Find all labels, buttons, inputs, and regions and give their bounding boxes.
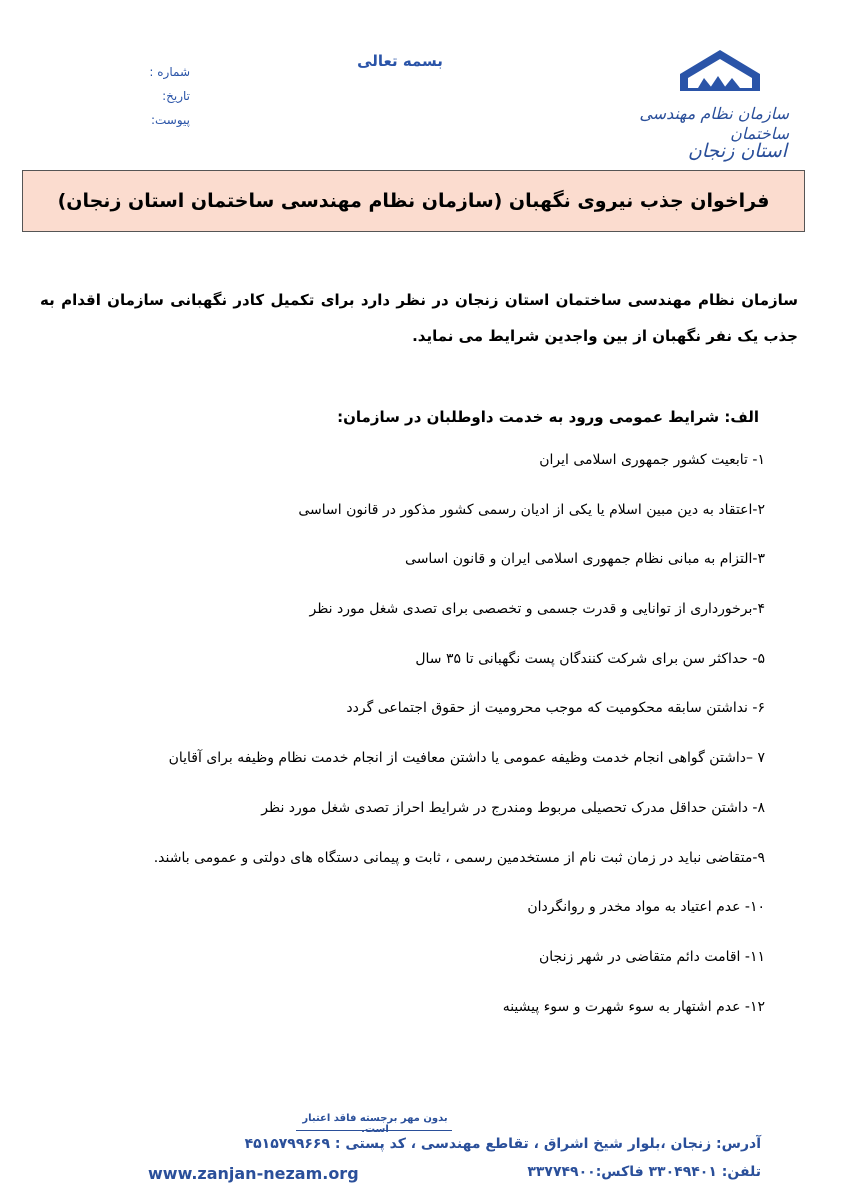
section-heading: الف: شرایط عمومی ورود به خدمت داوطلبان در سازمان: bbox=[337, 408, 759, 426]
announcement-title-box bbox=[22, 170, 805, 232]
footer-website-link[interactable]: www.zanjan-nezam.org bbox=[148, 1164, 359, 1183]
list-item: ۴-برخورداری از توانایی و قدرت جسمی و تخصصی برای تصدی شغل مورد نظر bbox=[309, 601, 765, 618]
letter-meta bbox=[120, 60, 190, 132]
note-underline bbox=[296, 1130, 452, 1131]
list-item: ۷ –داشتن گواهی انجام خدمت وظیفه عمومی یا داشتن معافیت از انجام خدمت نظام وظیفه برای آقایان bbox=[168, 750, 765, 767]
list-item: ۳-التزام به مبانی نظام جمهوری اسلامی ایران و قانون اساسی bbox=[405, 551, 765, 568]
stamp-validity-note: بدون مهر برجسته فاقد اعتبار bbox=[302, 1113, 448, 1124]
building-roof-logo-icon bbox=[640, 44, 800, 104]
list-item: ۱۱- اقامت دائم متقاضی در شهر زنجان bbox=[538, 948, 765, 965]
number-label: شماره : bbox=[149, 65, 190, 79]
conditions-list bbox=[65, 452, 765, 1048]
date-label: تاریخ: bbox=[162, 89, 190, 103]
list-item: ۱- تابعیت کشور جمهوری اسلامی ایران bbox=[539, 452, 765, 468]
list-item: ۶- نداشتن سابقه محکومیت که موجب محرومیت از حقوق اجتماعی گردد bbox=[346, 700, 765, 717]
list-item: ۵- حداکثر سن برای شرکت کنندگان پست نگهبانی تا ۳۵ سال bbox=[415, 650, 765, 667]
list-item: ۹-متقاضی نباید در زمان ثبت نام از مستخدمین رسمی ، ثابت و پیمانی دستگاه های دولتی و عمومی باشند. bbox=[153, 849, 765, 866]
announcement-title: فراخوان جذب نیروی نگهبان (سازمان نظام مهندسی ساختمان استان زنجان) bbox=[57, 190, 770, 212]
footer-phone-fax: تلفن: ۳۳۰۴۹۴۰۱ فاکس:۳۳۷۷۴۹۰۰ bbox=[527, 1164, 761, 1180]
intro-paragraph: سازمان نظام مهندسی ساختمان استان زنجان در نظر دارد برای تکمیل کادر نگهبانی سازمان اقدام به جذب یک نفر نگهبان از بین واجدین شرایط می نماید. bbox=[40, 291, 798, 345]
attachment-label: پیوست: bbox=[150, 113, 190, 127]
list-item: ۸- داشتن حداقل مدرک تحصیلی مربوط ومندرج در شرایط احراز تصدی شغل مورد نظر bbox=[261, 799, 765, 816]
list-item: ۱۲- عدم اشتهار به سوء شهرت و سوء پیشینه bbox=[502, 998, 765, 1015]
list-item: ۱۰- عدم اعتیاد به مواد مخدر و روانگردان bbox=[527, 899, 765, 916]
list-item: ۲-اعتقاد به دین مبین اسلام یا یکی از ادیان رسمی کشور مذکور در قانون اساسی bbox=[298, 501, 765, 518]
basmala: بسمه تعالی bbox=[357, 52, 443, 70]
org-name: سازمان نظام مهندسی ساختمان bbox=[639, 104, 789, 143]
org-city: استان زنجان bbox=[687, 140, 787, 162]
footer-address: آدرس: زنجان ،بلوار شیخ اشراق ، تقاطع مهندسی ، کد پستی : ۴۵۱۵۷۹۹۶۶۹ bbox=[244, 1136, 761, 1152]
